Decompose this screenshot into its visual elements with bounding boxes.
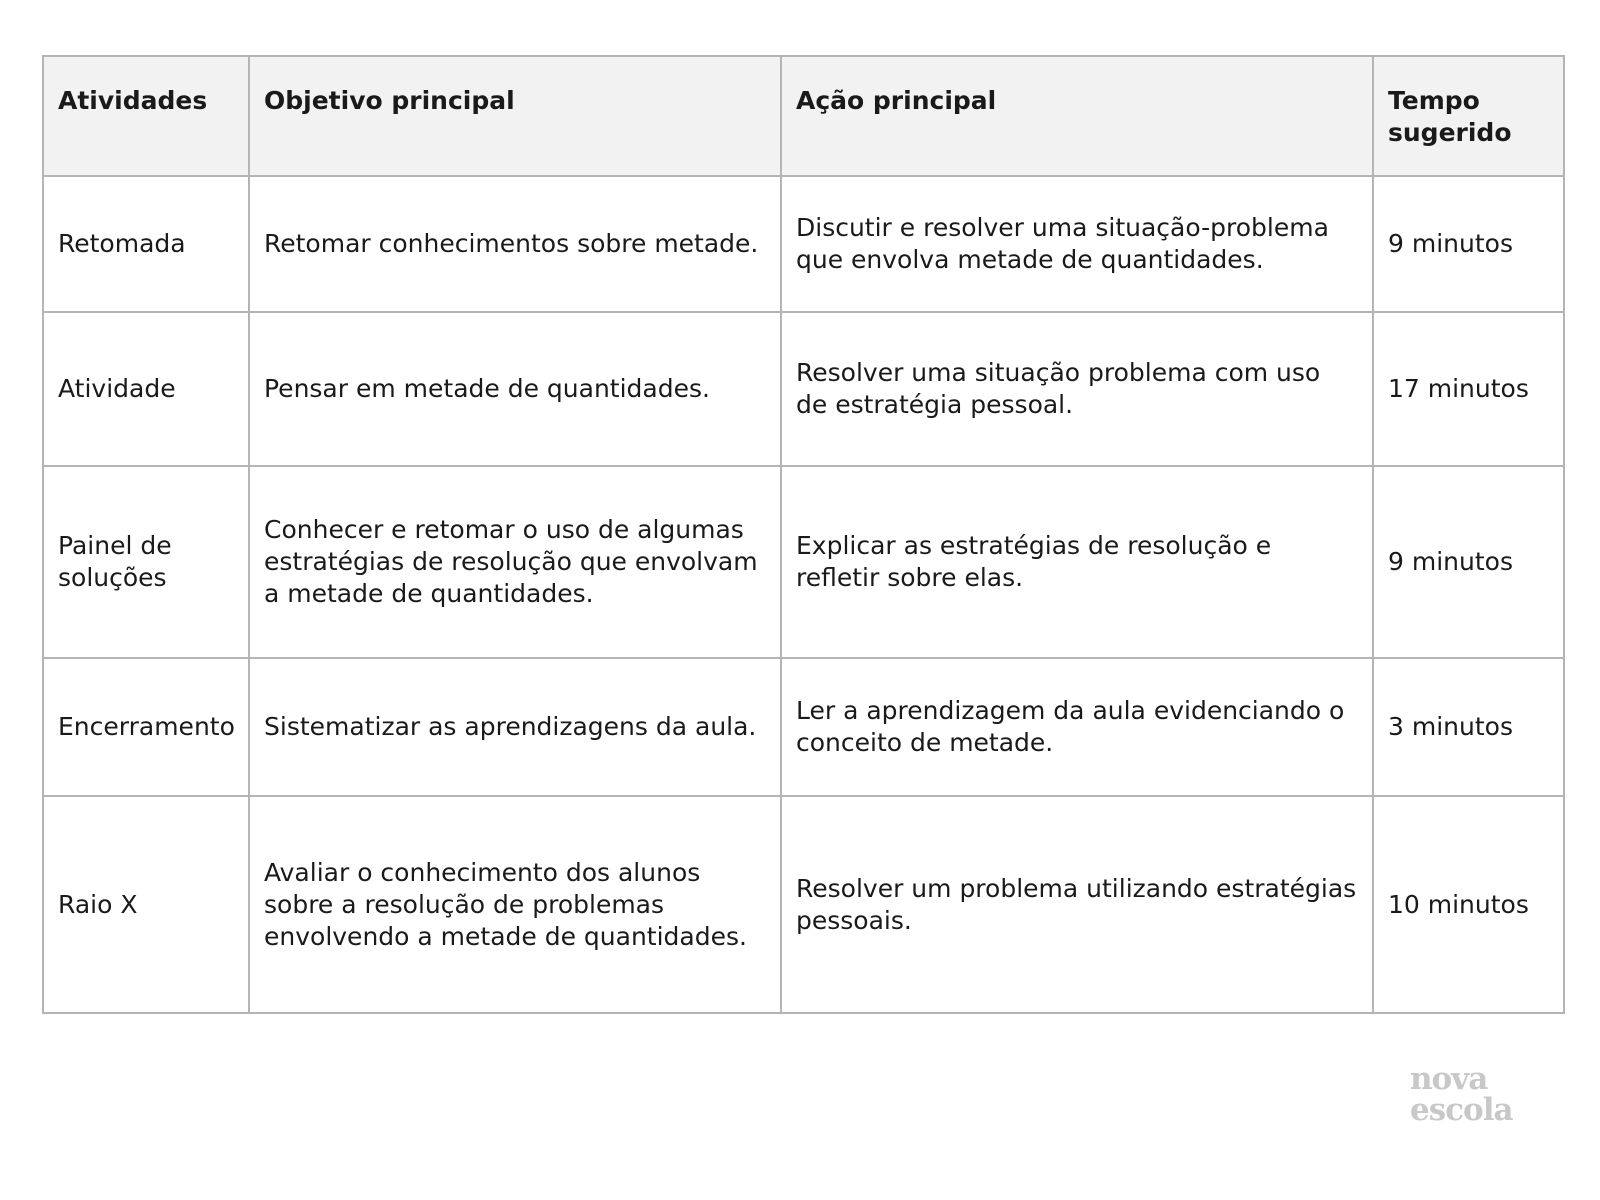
table-row <box>43 176 1564 312</box>
nova-escola-logo <box>1410 1061 1545 1128</box>
header-tempo-sugerido: Tempo sugerido <box>1373 56 1564 176</box>
cell-tempo: 17 minutos <box>1373 312 1564 466</box>
cell-atividade: Atividade <box>43 312 249 466</box>
cell-objetivo: Avaliar o conhecimento dos alunos sobre a resolução de problemas envolvendo a metade de quantidades. <box>249 796 781 1013</box>
table-row <box>43 466 1564 658</box>
table-row <box>43 796 1564 1013</box>
header-atividades: Atividades <box>43 56 249 176</box>
cell-atividade: Raio X <box>43 796 249 1013</box>
table-header-row <box>43 56 1564 176</box>
cell-acao: Ler a aprendizagem da aula evidenciando o conceito de metade. <box>781 658 1373 796</box>
cell-objetivo: Conhecer e retomar o uso de algumas estratégias de resolução que envolvam a metade de quantidades. <box>249 466 781 658</box>
cell-objetivo: Sistematizar as aprendizagens da aula. <box>249 658 781 796</box>
logo-line-escola: escola <box>1410 1092 1513 1128</box>
cell-tempo: 9 minutos <box>1373 466 1564 658</box>
cell-atividade: Encerramento <box>43 658 249 796</box>
cell-acao: Discutir e resolver uma situação-problema que envolva metade de quantidades. <box>781 176 1373 312</box>
cell-tempo: 9 minutos <box>1373 176 1564 312</box>
cell-atividade: Painel de soluções <box>43 466 249 658</box>
header-objetivo-principal: Objetivo principal <box>249 56 781 176</box>
table-row <box>43 312 1564 466</box>
cell-acao: Resolver um problema utilizando estratégias pessoais. <box>781 796 1373 1013</box>
cell-objetivo: Pensar em metade de quantidades. <box>249 312 781 466</box>
cell-objetivo: Retomar conhecimentos sobre metade. <box>249 176 781 312</box>
cell-acao: Explicar as estratégias de resolução e refletir sobre elas. <box>781 466 1373 658</box>
logo-line-nova: nova <box>1410 1061 1488 1097</box>
table-row <box>43 658 1564 796</box>
cell-acao: Resolver uma situação problema com uso de estratégia pessoal. <box>781 312 1373 466</box>
lesson-plan-table <box>42 55 1565 1014</box>
cell-atividade: Retomada <box>43 176 249 312</box>
cell-tempo: 3 minutos <box>1373 658 1564 796</box>
header-acao-principal: Ação principal <box>781 56 1373 176</box>
cell-tempo: 10 minutos <box>1373 796 1564 1013</box>
